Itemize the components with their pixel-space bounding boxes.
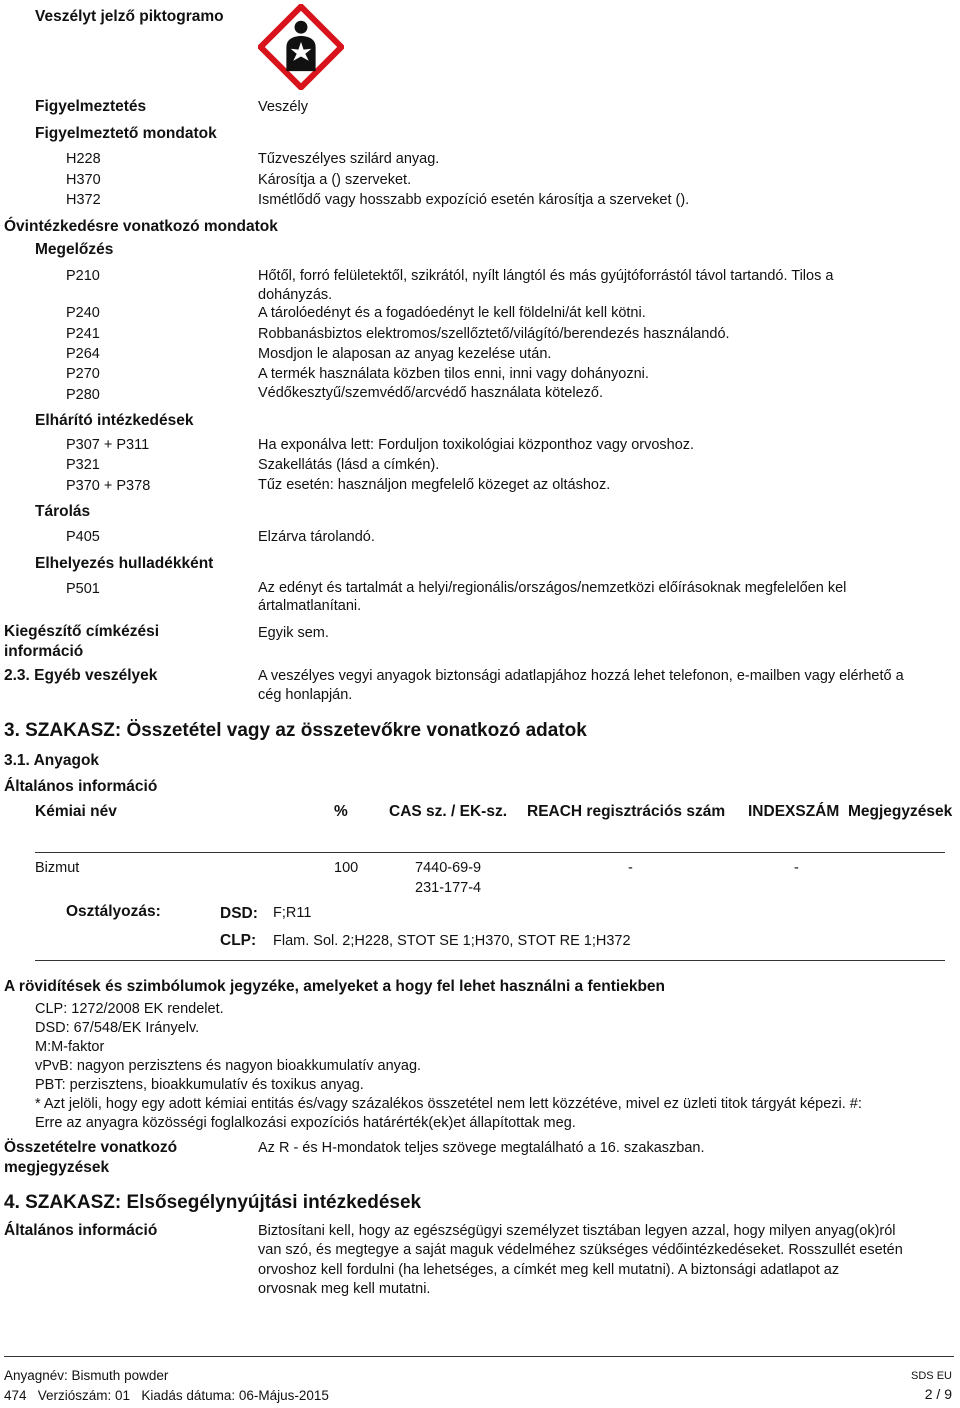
- response-code: P321: [66, 457, 100, 473]
- response-text: Ha exponálva lett: Forduljon toxikológiai központhoz vagy orvoshoz.: [258, 437, 695, 453]
- abbrev-line: M:M-faktor: [35, 1039, 105, 1055]
- health-hazard-icon: [258, 4, 344, 90]
- col-header-reach: REACH regisztrációs szám: [527, 803, 726, 820]
- footer-page-number: 2 / 9: [924, 1386, 952, 1402]
- subsection-title: 3.1. Anyagok: [4, 752, 100, 769]
- supplemental-label: Kiegészítő címkézési: [4, 623, 160, 640]
- response-text: Szakellátás (lásd a címkén).: [258, 457, 440, 473]
- col-header-name: Kémiai név: [35, 803, 117, 820]
- hazard-statements-label: Figyelmeztető mondatok: [35, 125, 217, 142]
- other-hazards-label: 2.3. Egyéb veszélyek: [4, 667, 158, 684]
- prevention-text: Hőtől, forró felületektől, szikrától, nyílt lángtól és más gyújtóforrástól távol tartandó. Tilos a: [258, 268, 834, 284]
- prevention-code: P270: [66, 366, 100, 382]
- storage-text: Elzárva tárolandó.: [258, 529, 375, 545]
- general-info-label: Általános információ: [4, 778, 158, 795]
- signal-word: Veszély: [258, 99, 308, 115]
- prevention-text: Mosdjon le alaposan az anyag kezelése után.: [258, 346, 552, 362]
- col-header-percent: %: [334, 803, 348, 820]
- substance-reach: -: [628, 860, 633, 876]
- col-header-cas: CAS sz. / EK-sz.: [389, 803, 507, 820]
- prevention-code: P264: [66, 346, 100, 362]
- substance-ec: 231-177-4: [415, 880, 482, 896]
- hazard-code: H228: [66, 151, 101, 167]
- prevention-text: Védőkesztyű/szemvédő/arcvédő használata kötelező.: [258, 385, 603, 401]
- storage-code: P405: [66, 529, 100, 545]
- substance-cas: 7440-69-9: [415, 860, 482, 876]
- storage-label: Tárolás: [35, 503, 91, 520]
- prevention-text: A termék használata közben tilos enni, inni vagy dohányozni.: [258, 366, 649, 382]
- clp-label: CLP:: [220, 932, 257, 949]
- disposal-text: Az edényt és tartalmát a helyi/regionális/országos/nemzetközi előírásoknak megfelelően kel: [258, 580, 847, 596]
- dsd-label: DSD:: [220, 905, 258, 922]
- precautionary-label: Óvintézkedésre vonatkozó mondatok: [4, 218, 278, 235]
- substance-index: -: [794, 860, 799, 876]
- first-aid-line: Biztosítani kell, hogy az egészségügyi személyzet tisztában legyen azzal, hogy milyen anyag(ok)ról: [258, 1223, 896, 1239]
- footer-sds: SDS EU: [911, 1370, 952, 1382]
- col-header-index: INDEXSZÁM: [748, 803, 840, 820]
- section3-title: 3. SZAKASZ: Összetétel vagy az összetevőkre vonatkozó adatok: [4, 720, 587, 741]
- prevention-text: Robbanásbiztos elektromos/szellőztető/világító/berendezés használandó.: [258, 326, 730, 342]
- table-divider: [35, 960, 945, 961]
- prevention-code: P241: [66, 326, 100, 342]
- response-code: P370 + P378: [66, 478, 151, 494]
- response-label: Elhárító intézkedések: [35, 412, 194, 429]
- hazard-text: Tűzveszélyes szilárd anyag.: [258, 151, 440, 167]
- prevention-text: dohányzás.: [258, 287, 333, 303]
- section4-title: 4. SZAKASZ: Elsősegélynyújtási intézkedések: [4, 1192, 422, 1213]
- supplemental-text: Egyik sem.: [258, 625, 329, 641]
- composition-label: megjegyzések: [4, 1159, 110, 1176]
- abbrev-line: * Azt jelöli, hogy egy adott kémiai entitás és/vagy százalékos összetétel nem lett közzétéve, mivel ez üzleti titok tárgyát képezi. #:: [35, 1096, 862, 1112]
- other-hazards-text: cég honlapján.: [258, 687, 353, 703]
- dsd-value: F;R11: [273, 905, 312, 921]
- hazard-code: H370: [66, 172, 101, 188]
- hazard-text: Ismétlődő vagy hosszabb expozíció esetén károsítja a szerveket ().: [258, 192, 690, 208]
- first-aid-line: orvosnak meg kell mutatni.: [258, 1281, 431, 1297]
- supplemental-label: információ: [4, 643, 84, 660]
- footer-product: Anyagnév: Bismuth powder: [4, 1368, 169, 1383]
- hazard-text: Károsítja a () szerveket.: [258, 172, 412, 188]
- footer-meta: 474 Verziószám: 01 Kiadás dátuma: 06-Május-2015: [4, 1388, 329, 1403]
- abbrev-line: Erre az anyagra közösségi foglalkozási expozíciós határérték(ek)et állapítottak meg.: [35, 1115, 576, 1131]
- prevention-label: Megelőzés: [35, 241, 114, 258]
- other-hazards-text: A veszélyes vegyi anyagok biztonsági adatlapjához hozzá lehet telefonon, e-mailben vagy elérhető a: [258, 668, 904, 684]
- classification-label: Osztályozás:: [66, 903, 161, 920]
- abbrev-line: CLP: 1272/2008 EK rendelet.: [35, 1001, 224, 1017]
- substance-name: Bizmut: [35, 860, 80, 876]
- response-text: Tűz esetén: használjon megfelelő közeget az oltáshoz.: [258, 477, 611, 493]
- prevention-text: A tárolóedényt és a fogadóedényt le kell földelni/át kell kötni.: [258, 305, 646, 321]
- disposal-text: ártalmatlanítani.: [258, 598, 362, 614]
- prevention-code: P280: [66, 387, 100, 403]
- disposal-code: P501: [66, 581, 100, 597]
- abbrev-line: vPvB: nagyon perzisztens és nagyon bioakkumulatív anyag.: [35, 1058, 422, 1074]
- response-code: P307 + P311: [66, 437, 150, 453]
- col-header-notes: Megjegyzések: [848, 803, 953, 820]
- abbrev-title: A rövidítések és szimbólumok jegyzéke, amelyeket a hogy fel lehet használni a fentiekben: [4, 978, 665, 995]
- first-aid-line: van szó, és megtegye a saját maguk védelméhez szükséges védőintézkedéseket. Rosszullét esetén: [258, 1242, 903, 1258]
- composition-text: Az R - és H-mondatok teljes szövege megtalálható a 16. szakaszban.: [258, 1140, 705, 1156]
- composition-label: Összetételre vonatkozó: [4, 1139, 178, 1156]
- table-divider: [35, 852, 945, 853]
- prevention-code: P210: [66, 268, 100, 284]
- abbrev-line: DSD: 67/548/EK Irányelv.: [35, 1020, 200, 1036]
- abbrev-line: PBT: perzisztens, bioakkumulatív és toxikus anyag.: [35, 1077, 364, 1093]
- first-aid-label: Általános információ: [4, 1222, 158, 1239]
- footer-divider: [4, 1356, 954, 1357]
- first-aid-line: orvoshoz kell fordulni (ha lehetséges, a címkét meg kell mutatni). A biztonsági adatlapot az: [258, 1262, 840, 1278]
- substance-percent: 100: [334, 860, 359, 876]
- signal-word-label: Figyelmeztetés: [35, 98, 147, 115]
- prevention-code: P240: [66, 305, 100, 321]
- clp-value: Flam. Sol. 2;H228, STOT SE 1;H370, STOT RE 1;H372: [273, 933, 631, 949]
- pictogram-heading: Veszélyt jelző piktogramo: [35, 8, 224, 25]
- disposal-label: Elhelyezés hulladékként: [35, 555, 214, 572]
- hazard-code: H372: [66, 192, 101, 208]
